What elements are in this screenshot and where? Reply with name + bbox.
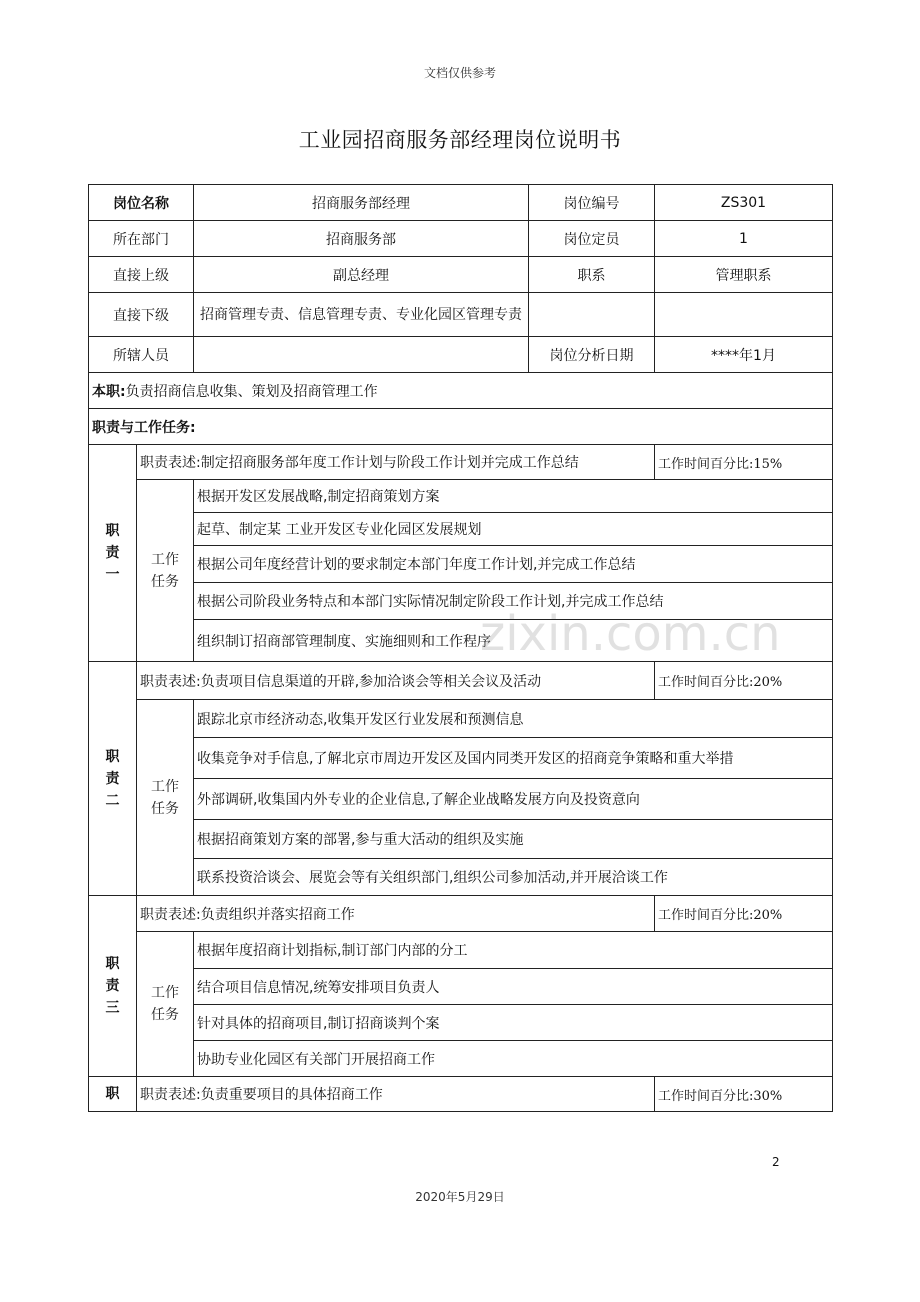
- analysis-date-value: ****年1月: [655, 337, 833, 373]
- duty-1-task-4: 根据公司阶段业务特点和本部门实际情况制定阶段工作计划,并完成工作总结: [194, 583, 833, 620]
- duty-2-desc: 职责表述:负责项目信息渠道的开辟,参加洽谈会等相关会议及活动: [137, 662, 655, 700]
- duties-heading: 职责与工作任务:: [89, 409, 833, 445]
- document-title: 工业园招商服务部经理岗位说明书: [298, 128, 622, 152]
- header-note: 文档仅供参考: [423, 66, 496, 80]
- duty-3-pct: 工作时间百分比:20%: [655, 896, 833, 932]
- position-name-label: 岗位名称: [89, 185, 194, 221]
- duty-3-task-1: 根据年度招商计划指标,制订部门内部的分工: [194, 932, 833, 969]
- duty-2-task-3: 外部调研,收集国内外专业的企业信息,了解企业战略发展方向及投资意向: [194, 779, 833, 820]
- duty-4-label: 职: [89, 1077, 137, 1112]
- staff-value: [194, 337, 529, 373]
- duty-1-task-1: 根据开发区发展战略,制定招商策划方案: [194, 480, 833, 513]
- subordinate-label: 直接下级: [89, 293, 194, 337]
- department-label: 所在部门: [89, 221, 194, 257]
- duty-2-task-1: 跟踪北京市经济动态,收集开发区行业发展和预测信息: [194, 700, 833, 738]
- superior-value: 副总经理: [194, 257, 529, 293]
- duty-3-desc: 职责表述:负责组织并落实招商工作: [137, 896, 655, 932]
- empty-cell: [529, 293, 655, 337]
- watermark: zixin.com.cn: [480, 606, 781, 662]
- duty-2-task-2: 收集竞争对手信息,了解北京市周边开发区及国内同类开发区的招商竞争策略和重大举措: [194, 738, 833, 779]
- duty-1-desc: 职责表述:制定招商服务部年度工作计划与阶段工作计划并完成工作总结: [137, 445, 655, 480]
- series-value: 管理职系: [655, 257, 833, 293]
- footer-date: 2020年5月29日: [415, 1190, 505, 1204]
- duty-1-task-label: 工作任务: [137, 480, 194, 662]
- duty-summary-label: 本职:: [92, 383, 126, 400]
- duty-3-task-3: 针对具体的招商项目,制订招商谈判个案: [194, 1005, 833, 1041]
- empty-cell: [655, 293, 833, 337]
- duty-1-pct: 工作时间百分比:15%: [655, 445, 833, 480]
- duty-1-label: 职责一: [89, 445, 137, 662]
- quota-label: 岗位定员: [529, 221, 655, 257]
- position-code-value: ZS301: [655, 185, 833, 221]
- duty-2-pct: 工作时间百分比:20%: [655, 662, 833, 700]
- position-code-label: 岗位编号: [529, 185, 655, 221]
- duty-4-pct: 工作时间百分比:30%: [655, 1077, 833, 1112]
- duty-summary-text: 负责招商信息收集、策划及招商管理工作: [125, 383, 378, 400]
- duty-summary: [89, 373, 833, 409]
- duty-3-task-2: 结合项目信息情况,统筹安排项目负责人: [194, 969, 833, 1005]
- duty-1-task-3: 根据公司年度经营计划的要求制定本部门年度工作计划,并完成工作总结: [194, 546, 833, 583]
- department-value: 招商服务部: [194, 221, 529, 257]
- duty-3-label: 职责三: [89, 896, 137, 1077]
- duty-2-task-5: 联系投资洽谈会、展览会等有关组织部门,组织公司参加活动,并开展洽谈工作: [194, 859, 833, 896]
- staff-label: 所辖人员: [89, 337, 194, 373]
- duty-3-task-label: 工作任务: [137, 932, 194, 1077]
- duty-1-task-2: 起草、制定某 工业开发区专业化园区发展规划: [194, 513, 833, 546]
- duty-2-label: 职责二: [89, 662, 137, 896]
- subordinate-value: 招商管理专责、信息管理专责、专业化园区管理专责: [194, 293, 529, 337]
- quota-value: 1: [655, 221, 833, 257]
- analysis-date-label: 岗位分析日期: [529, 337, 655, 373]
- page-number: 2: [772, 1155, 780, 1169]
- series-label: 职系: [529, 257, 655, 293]
- duty-2-task-label: 工作任务: [137, 700, 194, 896]
- superior-label: 直接上级: [89, 257, 194, 293]
- position-name-value: 招商服务部经理: [194, 185, 529, 221]
- duty-4-desc: 职责表述:负责重要项目的具体招商工作: [137, 1077, 655, 1112]
- duty-1-task-5: 组织制订招商部管理制度、实施细则和工作程序: [194, 620, 833, 662]
- duty-2-task-4: 根据招商策划方案的部署,参与重大活动的组织及实施: [194, 820, 833, 859]
- duty-3-task-4: 协助专业化园区有关部门开展招商工作: [194, 1041, 833, 1077]
